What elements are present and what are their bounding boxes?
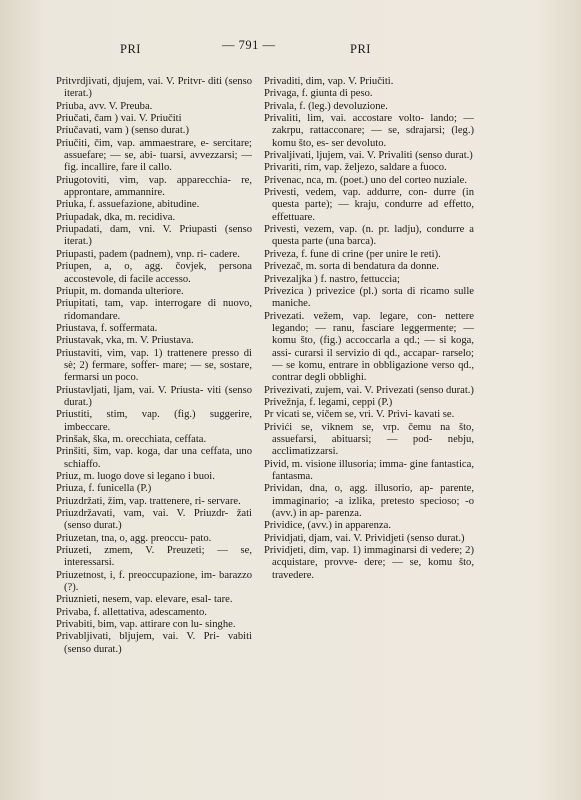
dictionary-entry: Privezati. vežem, vap. legare, con- nettere legando; — ranu, fasciare leggermente; — komu što, (fig.) accoccarla a qd.; — si koga, assi- curarsi il servizio di qd., accapar- rarselo; — se komu, entrare in obbligazione verso qd., contrar degli obblighi. — [264, 310, 474, 384]
dictionary-entry: Priupen, a, o, agg. čovjek, persona accostevole, di facile accesso. — [56, 261, 252, 285]
dictionary-entry: Priveza, f. fune di crine (per unire le reti). — [264, 248, 441, 260]
dictionary-entry: Prinšiti, šim, vap. koga, dar una ceffata, uno schiaffo. — [56, 446, 252, 470]
dictionary-entry: Priuza, f. funicella (P.) — [56, 483, 152, 495]
dictionary-entry: Priučavati, vam ) (senso durat.) — [56, 125, 189, 137]
dictionary-entry: Priugotoviti, vim, vap. apparecchia- re, approntare, ammannire. — [56, 174, 252, 199]
dictionary-entry: Priuzdržavati, vam, vai. V. Priuzdr- žati (senso durat.) — [56, 508, 252, 532]
dictionary-entry: Priupit, m. domanda ulteriore. — [56, 285, 184, 297]
page-number: — 791 — — [222, 38, 276, 52]
dictionary-entry: Privezica ) privezice (pl.) sorta di ricamo sulle maniche. — [264, 285, 474, 310]
dictionary-entry: Privaba, f. allettativa, adescamento. — [56, 606, 207, 618]
dictionary-entry: Priupasti, padem (padnem), vnp. ri- cadere. — [56, 248, 240, 260]
page-header — [0, 36, 581, 58]
dictionary-entry: Privaljivati, ljujem, vai. V. Privaliti (senso durat.) — [264, 150, 473, 162]
dictionary-entry: Privabljivati, bljujem, vai. V. Pri- vabiti (senso durat.) — [56, 631, 252, 655]
dictionary-entry: Privenac, nca, m. (poet.) uno del corteo nuziale. — [264, 174, 467, 186]
dictionary-entry: Privaditi, dim, vap. V. Priučiti. — [264, 76, 394, 87]
dictionary-entry: Privaga, f. giunta di peso. — [264, 88, 373, 100]
right-column — [264, 76, 474, 582]
dictionary-entry: Prividice, (avv.) in apparenza. — [264, 520, 391, 532]
dictionary-entry: Privezač, m. sorta di bendatura da donne. — [264, 261, 440, 273]
dictionary-entry: Priučiti, čim, vap. ammaestrare, e- sercitare; assuefare; — se, abi- tuarsi, avvezzarsi; — fig. incallire, fare il callo. — [56, 137, 252, 174]
dictionary-entry: Priuz, m. luogo dove si legano i buoi. — [56, 471, 215, 482]
dictionary-entry: Priustiti, stim, vap. (fig.) suggerire, imbeccare. — [56, 409, 252, 433]
dictionary-entry: Priustaviti, vim, vap. 1) trattenere presso di sè; 2) fermare, soffer- mare; — se, sostare, fermarsi un poco. — [56, 347, 252, 384]
dictionary-entry: Priuznieti, nesem, vap. elevare, esal- tare. — [56, 594, 233, 606]
dictionary-entry: Privesti, vezem, vap. (n. pr. ladju), condurre a questa parte (una barca). — [264, 224, 474, 248]
dictionary-entry: Priuzetnost, i, f. preoccupazione, im- barazzo (?). — [56, 569, 252, 594]
dictionary-entry: Pivid, m. visione illusoria; imma- gine fantastica, fantasma. — [264, 458, 474, 482]
dictionary-entry: Priuzeti, zmem, V. Preuzeti; — se, interessarsi. — [56, 545, 252, 569]
dictionary-entry: Priustavljati, ljam, vai. V. Priusta- viti (senso durat.) — [56, 384, 252, 408]
dictionary-entry: Privesti, vedem, vap. addurre, con- durre (in questa parte); — kraju, condurre ad effetto, effettuare. — [264, 187, 474, 223]
dictionary-entry: Priupitati, tam, vap. interrogare di nuovo, ridomandare. — [56, 298, 252, 322]
dictionary-entry: Prividjati, djam, vai. V. Prividjeti (senso durat.) — [264, 532, 465, 544]
dictionary-entry: Priuba, avv. V. Preuba. — [56, 100, 153, 112]
dictionary-entry: Priuzdržati, žim, vap. trattenere, ri- servare. — [56, 495, 241, 507]
dictionary-entry: Priuzetan, tna, o, agg. preoccu- pato. — [56, 532, 212, 544]
dictionary-entry: Prividjeti, dim, vap. 1) immaginarsi di vedere; 2) acquistare, provve- dere; — se, komu što, travedere. — [264, 545, 474, 581]
dictionary-entry: Priupadati, dam, vni. V. Priupasti (senso iterat.) — [56, 224, 252, 248]
dictionary-entry: Privabiti, bim, vap. attirare con lu- singhe. — [56, 619, 236, 631]
dictionary-entry: Prividan, dna, o, agg. illusorio, ap- parente, immaginario; -a izlika, pretesto specioso; -o (avv.) in ap- parenza. — [264, 483, 474, 520]
dictionary-entry: Priustavak, vka, m. V. Priustava. — [56, 335, 194, 347]
dictionary-entry: Privezaljka ) f. nastro, fettuccia; — [264, 273, 400, 285]
dictionary-entry: Privariti, rim, vap. željezo, saldare a fuoco. — [264, 162, 447, 174]
left-column — [56, 76, 252, 656]
dictionary-entry: Privala, f. (leg.) devoluzione. — [264, 100, 388, 112]
dictionary-entry: Privežnja, f. legami, ceppi (P.) — [264, 396, 393, 408]
dictionary-entry: Priustava, f. soffermata. — [56, 322, 158, 334]
dictionary-entry: Pr vicati se, vičem se, vri. V. Privi- kavati se. — [264, 409, 455, 421]
header-right-guideword: PRI — [350, 42, 371, 56]
header-left-guideword: PRI — [120, 42, 141, 56]
dictionary-entry: Priuka, f. assuefazione, abitudine. — [56, 199, 200, 211]
dictionary-entry: Pritvrdjivati, djujem, vai. V. Pritvr- diti (senso iterat.) — [56, 76, 252, 100]
dictionary-entry: Priučati, čam ) vai. V. Priučiti — [56, 113, 182, 125]
dictionary-entry: Privići se, viknem se, vrp. čemu na što, assuefarsi, abituarsi; — pod- nebju, acclimatizzarsi. — [264, 421, 474, 458]
dictionary-entry: Privaliti, lim, vai. accostare volto- lando; — zakrpu, rattacconare; — se, sdrajarsi; (leg.) komu što, es- ser devoluto. — [264, 113, 474, 149]
dictionary-entry: Privezivati, zujem, vai. V. Privezati (senso durat.) — [264, 384, 474, 396]
dictionary-entry: Prinšak, ška, m. orecchiata, ceffata. — [56, 433, 207, 445]
dictionary-entry: Priupadak, dka, m. recidiva. — [56, 211, 176, 223]
